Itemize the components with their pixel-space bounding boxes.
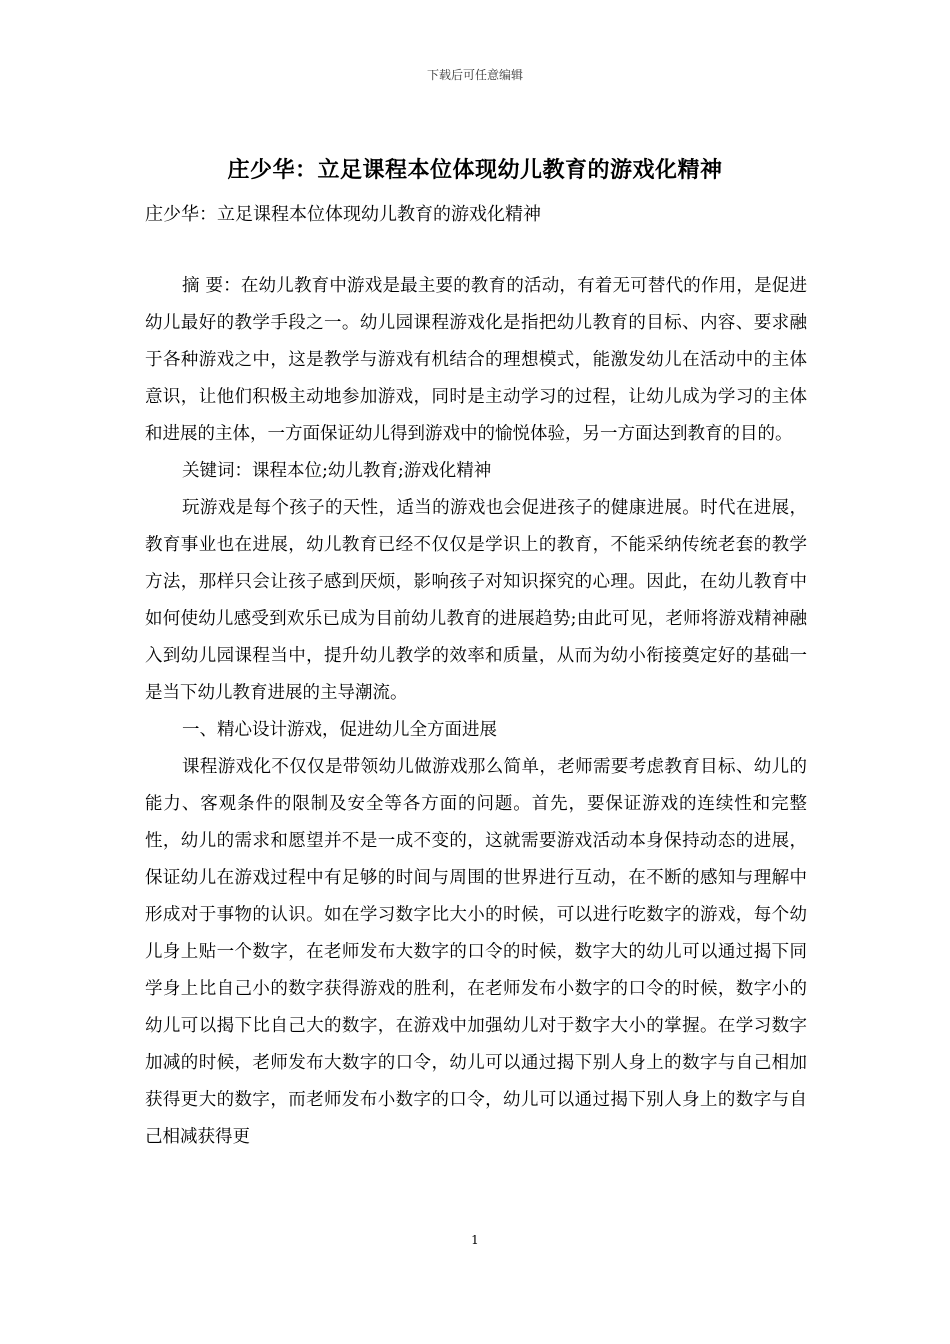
abstract-paragraph: 摘 要：在幼儿教育中游戏是最主要的教育的活动，有着无可替代的作用，是促进幼儿最好的教学手段之一。幼儿园课程游戏化是指把幼儿教育的目标、内容、要求融于各种游戏之中，这是教学与游戏有机结合的理想模式，能激发幼儿在活动中的主体意识，让他们积极主动地参加游戏，同时是主动学习的过程，让幼儿成为学习的主体和进展的主体，一方面保证幼儿得到游戏中的愉悦体验，另一方面达到教育的目的。 xyxy=(145,276,807,444)
keywords-paragraph: 关键词：课程本位;幼儿教育;游戏化精神 xyxy=(182,461,492,481)
document-body xyxy=(145,268,807,1156)
intro-paragraph: 玩游戏是每个孩子的天性，适当的游戏也会促进孩子的健康进展。时代在进展，教育事业也在进展，幼儿教育已经不仅仅是学识上的教育，不能采纳传统老套的教学方法，那样只会让孩子感到厌烦，影响孩子对知识探究的心理。因此，在幼儿教育中如何使幼儿感受到欢乐已成为目前幼儿教育的进展趋势;由此可见，老师将游戏精神融入到幼儿园课程当中，提升幼儿教学的效率和质量，从而为幼小衔接奠定好的基础一是当下幼儿教育进展的主导潮流。 xyxy=(145,498,807,703)
document-subtitle: 庄少华：立足课程本位体现幼儿教育的游戏化精神 xyxy=(145,204,541,225)
section-heading: 一、精心设计游戏，促进幼儿全方面进展 xyxy=(182,720,497,740)
section-paragraph: 课程游戏化不仅仅是带领幼儿做游戏那么简单，老师需要考虑教育目标、幼儿的能力、客观条件的限制及安全等各方面的问题。首先，要保证游戏的连续性和完整性，幼儿的需求和愿望并不是一成不变的，这就需要游戏活动本身保持动态的进展，保证幼儿在游戏过程中有足够的时间与周围的世界进行互动，在不断的感知与理解中形成对于事物的认识。如在学习数字比大小的时候，可以进行吃数字的游戏，每个幼儿身上贴一个数字，在老师发布大数字的口令的时候，数字大的幼儿可以通过揭下同学身上比自己小的数字获得游戏的胜利，在老师发布小数字的口令的时候，数字小的幼儿可以揭下比自己大的数字，在游戏中加强幼儿对于数字大小的掌握。在学习数字加减的时候，老师发布大数字的口令，幼儿可以通过揭下别人身上的数字与自己相加获得更大的数字，而老师发布小数字的口令，幼儿可以通过揭下别人身上的数字与自己相减获得更 xyxy=(145,757,807,1147)
page-number: 1 xyxy=(471,1233,479,1247)
page-header-note: 下载后可任意编辑 xyxy=(426,68,523,82)
document-title: 庄少华：立足课程本位体现幼儿教育的游戏化精神 xyxy=(227,157,723,183)
